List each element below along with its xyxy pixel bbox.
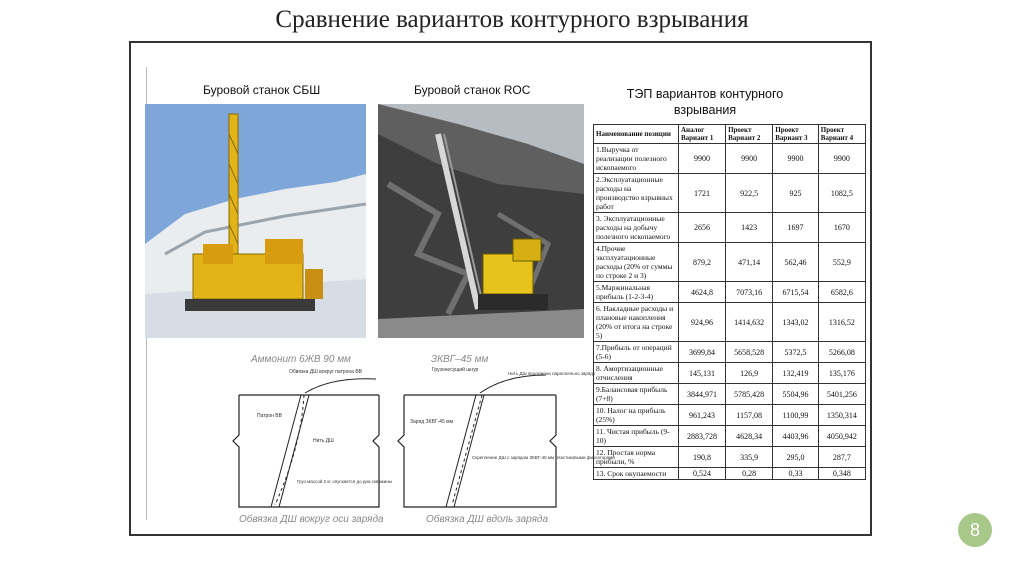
table-cell-value: 1157,08 xyxy=(726,405,773,426)
table-cell-value: 5504,96 xyxy=(773,384,819,405)
left-label-tie: Обвязка ДШ вокруг патрона ВВ xyxy=(289,369,363,375)
table-cell-value: 0,28 xyxy=(726,468,773,480)
table-cell-position: 5.Маржинальная прибыль (1-2-3-4) xyxy=(594,282,679,303)
table-header: Аналог Вариант 1 xyxy=(679,125,726,144)
slide-title: Сравнение вариантов контурного взрывания xyxy=(275,6,749,33)
table-row xyxy=(594,174,866,213)
table-cell-value: 2883,728 xyxy=(679,426,726,447)
left-caption: Буровой станок СБШ xyxy=(203,83,321,97)
table-row xyxy=(594,342,866,363)
table-cell-value: 1423 xyxy=(726,213,773,243)
table-cell-value: 552,9 xyxy=(818,243,865,282)
table-cell-value: 126,9 xyxy=(726,363,773,384)
table-cell-position: 13. Срок окупаемости xyxy=(594,468,679,480)
page-number-badge: 8 xyxy=(958,513,992,547)
table-row xyxy=(594,243,866,282)
table-cell-value: 471,14 xyxy=(726,243,773,282)
table-body xyxy=(594,144,866,480)
table-row xyxy=(594,363,866,384)
left-label-thread: Нить ДШ xyxy=(313,438,334,444)
table-cell-position: 2.Эксплуатационные расходы на производство взрывных работ xyxy=(594,174,679,213)
table-cell-position: 6. Накладные расходы и плановые накопления (20% от итога на строке 5) xyxy=(594,303,679,342)
sbsh-charge-diagram xyxy=(231,347,393,527)
table-cell-value: 562,46 xyxy=(773,243,819,282)
table-cell-value: 190,8 xyxy=(679,447,726,468)
tep-table xyxy=(593,124,866,480)
table-cell-value: 335,9 xyxy=(726,447,773,468)
roc-charge-diagram xyxy=(396,347,615,527)
table-row xyxy=(594,282,866,303)
table-row xyxy=(594,426,866,447)
middle-label-join: Скрепление ДШ с зарядом ЗКВГ-45 мм пластиковыми фиксаторами xyxy=(472,455,615,460)
middle-diagram-title: ЗКВГ–45 мм xyxy=(431,354,489,365)
table-cell-value: 145,131 xyxy=(679,363,726,384)
table-cell-position: 10. Налог на прибыль (25%) xyxy=(594,405,679,426)
table-cell-value: 7073,16 xyxy=(726,282,773,303)
middle-label-cord: Грузонесущий шнур xyxy=(432,367,479,373)
table-cell-value: 5785,428 xyxy=(726,384,773,405)
table-cell-value: 9900 xyxy=(679,144,726,174)
table-cell-value: 961,243 xyxy=(679,405,726,426)
table-header-row xyxy=(594,125,866,144)
table-cell-value: 135,176 xyxy=(818,363,865,384)
table-cell-value: 0,524 xyxy=(679,468,726,480)
table-cell-position: 4.Прочие эксплуатационные расходы (20% от суммы по строке 2 и 3) xyxy=(594,243,679,282)
table-cell-value: 924,96 xyxy=(679,303,726,342)
table-cell-value: 9900 xyxy=(773,144,819,174)
table-cell-value: 1343,02 xyxy=(773,303,819,342)
table-cell-value: 1670 xyxy=(818,213,865,243)
table-cell-value: 5401,256 xyxy=(818,384,865,405)
table-cell-position: 3. Эксплуатационные расходы на добычу полезного ископаемого xyxy=(594,213,679,243)
table-header: Проект Вариант 3 xyxy=(773,125,819,144)
table-cell-value: 4403,96 xyxy=(773,426,819,447)
table-row xyxy=(594,405,866,426)
table-cell-value: 4624,8 xyxy=(679,282,726,303)
table-cell-position: 9.Балансовая прибыль (7+8) xyxy=(594,384,679,405)
table-cell-value: 9900 xyxy=(818,144,865,174)
table-cell-value: 925 xyxy=(773,174,819,213)
table-row xyxy=(594,447,866,468)
table-cell-value: 3699,84 xyxy=(679,342,726,363)
table-cell-value: 6715,54 xyxy=(773,282,819,303)
table-row xyxy=(594,303,866,342)
table-cell-value: 5372,5 xyxy=(773,342,819,363)
table-title: ТЭП вариантов контурного взрывания xyxy=(626,87,784,117)
table-row xyxy=(594,213,866,243)
table-cell-value: 5266,08 xyxy=(818,342,865,363)
table-cell-value: 1082,5 xyxy=(818,174,865,213)
table-cell-value: 4628,34 xyxy=(726,426,773,447)
table-header: Проект Вариант 2 xyxy=(726,125,773,144)
table-cell-value: 1414,632 xyxy=(726,303,773,342)
table-cell-value: 2656 xyxy=(679,213,726,243)
left-diagram-title: Аммонит 6ЖВ 90 мм xyxy=(251,354,351,365)
table-cell-value: 4050,942 xyxy=(818,426,865,447)
table-cell-value: 0,33 xyxy=(773,468,819,480)
table-cell-value: 1350,314 xyxy=(818,405,865,426)
left-diagram-footer: Обвязка ДШ вокруг оси заряда xyxy=(239,514,384,525)
table-cell-value: 5658,528 xyxy=(726,342,773,363)
table-cell-value: 1721 xyxy=(679,174,726,213)
table-cell-position: 11. Чистая прибыль (9-10) xyxy=(594,426,679,447)
roc-drill-photo xyxy=(378,104,584,338)
table-cell-position: 1.Выручка от реализации полезного ископаемого xyxy=(594,144,679,174)
table-cell-value: 1100,99 xyxy=(773,405,819,426)
table-row xyxy=(594,384,866,405)
table-cell-value: 1697 xyxy=(773,213,819,243)
table-row xyxy=(594,468,866,480)
table-cell-value: 132,419 xyxy=(773,363,819,384)
table-row xyxy=(594,144,866,174)
table-header: Проект Вариант 4 xyxy=(818,125,865,144)
table-cell-value: 3844,971 xyxy=(679,384,726,405)
table-cell-position: 7.Прибыль от операций (5-6) xyxy=(594,342,679,363)
left-label-patron: Патрон ВВ xyxy=(257,413,282,419)
table-cell-value: 1316,52 xyxy=(818,303,865,342)
table-cell-value: 879,2 xyxy=(679,243,726,282)
table-header: Наименование позиции xyxy=(594,125,679,144)
left-label-weight: Груз массой 2 кг опускается до дна скважины xyxy=(297,479,393,484)
middle-diagram-footer: Обвязка ДШ вдоль заряда xyxy=(426,514,549,525)
table-cell-position: 12. Простая норма прибыли, % xyxy=(594,447,679,468)
middle-label-thread: Нить ДШ проложена параллельно заряду xyxy=(508,371,596,376)
table-cell-value: 287,7 xyxy=(818,447,865,468)
table-cell-value: 0,348 xyxy=(818,468,865,480)
table-cell-position: 8. Амортизационные отчисления xyxy=(594,363,679,384)
middle-caption: Буровой станок ROC xyxy=(414,83,531,97)
table-cell-value: 9900 xyxy=(726,144,773,174)
middle-label-charge: Заряд ЗКВГ-45 мм xyxy=(410,419,454,425)
sbsh-drill-photo xyxy=(145,104,366,338)
table-cell-value: 922,5 xyxy=(726,174,773,213)
table-cell-value: 295,0 xyxy=(773,447,819,468)
table-cell-value: 6582,6 xyxy=(818,282,865,303)
